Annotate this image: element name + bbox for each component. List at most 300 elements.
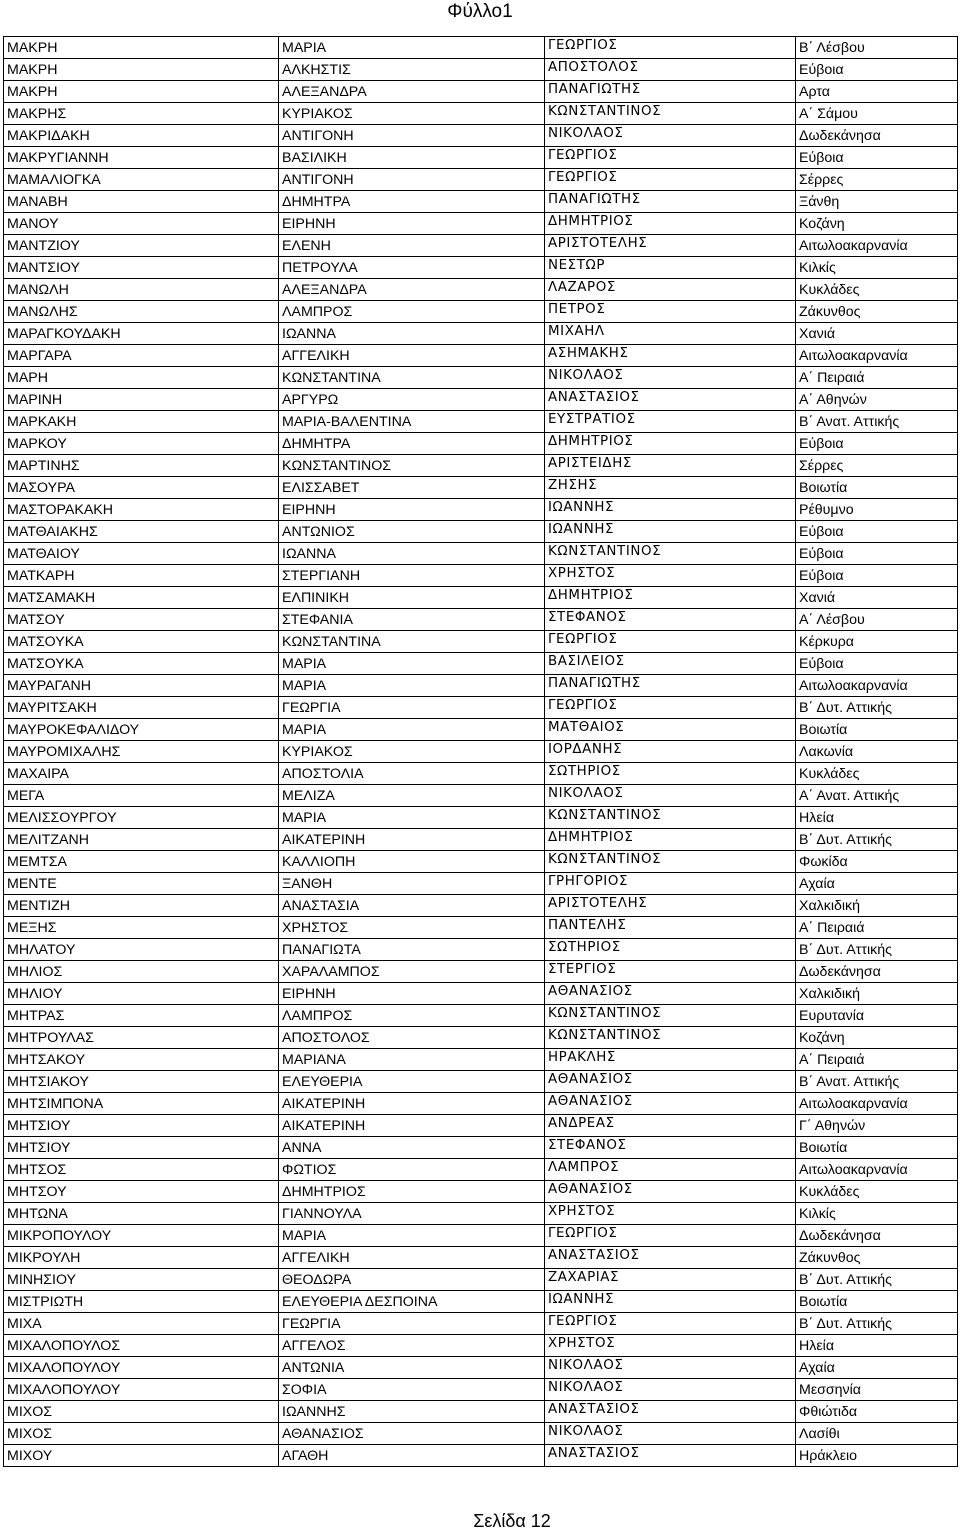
table-row [4, 1071, 958, 1093]
father-name-cell: ΝΙΚΟΛΑΟΣ [545, 1357, 796, 1379]
table-row [4, 279, 958, 301]
father-name-cell: ΔΗΜΗΤΡΙΟΣ [545, 433, 796, 455]
table-row [4, 37, 958, 59]
father-name-cell: ΑΠΟΣΤΟΛΟΣ [545, 59, 796, 81]
table-row [4, 1313, 958, 1335]
first-name-cell: ΕΙΡΗΝΗ [279, 499, 545, 521]
first-name-cell: ΧΑΡΑΛΑΜΠΟΣ [279, 961, 545, 983]
first-name-cell: ΜΑΡΙΑ [279, 37, 545, 59]
father-name-cell: ΓΕΩΡΓΙΟΣ [545, 1225, 796, 1247]
region-cell: Β΄ Δυτ. Αττικής [796, 697, 958, 719]
surname-cell: ΜΕΛΙΣΣΟΥΡΓΟΥ [4, 807, 279, 829]
region-cell: Α΄ Αθηνών [796, 389, 958, 411]
surname-cell: ΜΑΡΗ [4, 367, 279, 389]
region-cell: Χαλκιδική [796, 983, 958, 1005]
surname-cell: ΜΑΝΟΥ [4, 213, 279, 235]
region-cell: Σέρρες [796, 169, 958, 191]
first-name-cell: ΧΡΗΣΤΟΣ [279, 917, 545, 939]
region-cell: Αιτωλοακαρνανία [796, 675, 958, 697]
surname-cell: ΜΗΤΡΟΥΛΑΣ [4, 1027, 279, 1049]
first-name-cell: ΑΓΓΕΛΙΚΗ [279, 1247, 545, 1269]
father-name-cell: ΓΕΩΡΓΙΟΣ [545, 631, 796, 653]
first-name-cell: ΑΠΟΣΤΟΛΟΣ [279, 1027, 545, 1049]
first-name-cell: ΠΕΤΡΟΥΛΑ [279, 257, 545, 279]
father-name-cell: ΑΝΑΣΤΑΣΙΟΣ [545, 1247, 796, 1269]
father-name-cell: ΚΩΝΣΤΑΝΤΙΝΟΣ [545, 543, 796, 565]
first-name-cell: ΚΩΝΣΤΑΝΤΙΝΑ [279, 367, 545, 389]
table-row [4, 961, 958, 983]
first-name-cell: ΜΑΡΙΑ [279, 653, 545, 675]
region-cell: Αιτωλοακαρνανία [796, 1093, 958, 1115]
table-row [4, 389, 958, 411]
table-row [4, 851, 958, 873]
table-row [4, 147, 958, 169]
names-table [3, 36, 958, 1467]
table-row [4, 1115, 958, 1137]
surname-cell: ΜΕΞΗΣ [4, 917, 279, 939]
table-row [4, 675, 958, 697]
table-row [4, 1269, 958, 1291]
first-name-cell: ΑΡΓΥΡΩ [279, 389, 545, 411]
table-row [4, 367, 958, 389]
surname-cell: ΜΑΚΡΗ [4, 37, 279, 59]
first-name-cell: ΕΙΡΗΝΗ [279, 983, 545, 1005]
surname-cell: ΜΑΤΣΟΥΚΑ [4, 631, 279, 653]
table-row [4, 873, 958, 895]
region-cell: Α΄ Πειραιά [796, 367, 958, 389]
region-cell: Εύβοια [796, 59, 958, 81]
table-row [4, 1357, 958, 1379]
region-cell: Αχαία [796, 873, 958, 895]
table-row [4, 653, 958, 675]
region-cell: Δωδεκάνησα [796, 125, 958, 147]
father-name-cell: ΙΩΑΝΝΗΣ [545, 499, 796, 521]
surname-cell: ΜΑΝΩΛΗΣ [4, 301, 279, 323]
father-name-cell: ΓΕΩΡΓΙΟΣ [545, 169, 796, 191]
region-cell: Μεσσηνία [796, 1379, 958, 1401]
first-name-cell: ΕΙΡΗΝΗ [279, 213, 545, 235]
surname-cell: ΜΕΝΤΕ [4, 873, 279, 895]
father-name-cell: ΑΘΑΝΑΣΙΟΣ [545, 1093, 796, 1115]
surname-cell: ΜΑΤΘΑΙΟΥ [4, 543, 279, 565]
region-cell: Κιλκίς [796, 257, 958, 279]
table-row [4, 1379, 958, 1401]
first-name-cell: ΞΑΝΘΗ [279, 873, 545, 895]
father-name-cell: ΑΝΑΣΤΑΣΙΟΣ [545, 1401, 796, 1423]
surname-cell: ΜΗΤΣΙΟΥ [4, 1115, 279, 1137]
father-name-cell: ΑΡΙΣΤΟΤΕΛΗΣ [545, 235, 796, 257]
father-name-cell: ΑΝΑΣΤΑΣΙΟΣ [545, 1445, 796, 1467]
region-cell: Ηλεία [796, 807, 958, 829]
names-table-body [4, 37, 958, 1467]
table-row [4, 433, 958, 455]
father-name-cell: ΓΡΗΓΟΡΙΟΣ [545, 873, 796, 895]
father-name-cell: ΝΙΚΟΛΑΟΣ [545, 125, 796, 147]
table-row [4, 829, 958, 851]
surname-cell: ΜΕΝΤΙΖΗ [4, 895, 279, 917]
father-name-cell: ΑΘΑΝΑΣΙΟΣ [545, 1181, 796, 1203]
table-row [4, 741, 958, 763]
first-name-cell: ΑΝΝΑ [279, 1137, 545, 1159]
region-cell: Ηλεία [796, 1335, 958, 1357]
father-name-cell: ΣΤΕΦΑΝΟΣ [545, 1137, 796, 1159]
table-row [4, 983, 958, 1005]
first-name-cell: ΑΛΕΞΑΝΔΡΑ [279, 81, 545, 103]
father-name-cell: ΑΣΗΜΑΚΗΣ [545, 345, 796, 367]
table-row [4, 477, 958, 499]
first-name-cell: ΔΗΜΗΤΡΙΟΣ [279, 1181, 545, 1203]
father-name-cell: ΜΑΤΘΑΙΟΣ [545, 719, 796, 741]
first-name-cell: ΚΩΝΣΤΑΝΤΙΝΟΣ [279, 455, 545, 477]
region-cell: Βοιωτία [796, 477, 958, 499]
surname-cell: ΜΕΜΤΣΑ [4, 851, 279, 873]
region-cell: Α΄ Λέσβου [796, 609, 958, 631]
table-row [4, 169, 958, 191]
table-row [4, 1401, 958, 1423]
surname-cell: ΜΑΝΤΣΙΟΥ [4, 257, 279, 279]
father-name-cell: ΑΘΑΝΑΣΙΟΣ [545, 1071, 796, 1093]
region-cell: Β΄ Ανατ. Αττικής [796, 411, 958, 433]
region-cell: Ζάκυνθος [796, 301, 958, 323]
father-name-cell: ΓΕΩΡΓΙΟΣ [545, 697, 796, 719]
table-row [4, 1291, 958, 1313]
first-name-cell: ΑΝΤΙΓΟΝΗ [279, 125, 545, 147]
region-cell: Λασίθι [796, 1423, 958, 1445]
sheet-title: Φύλλο1 [447, 1, 513, 22]
region-cell: Εύβοια [796, 565, 958, 587]
father-name-cell: ΠΕΤΡΟΣ [545, 301, 796, 323]
first-name-cell: ΙΩΑΝΝΑ [279, 323, 545, 345]
table-row [4, 917, 958, 939]
first-name-cell: ΚΥΡΙΑΚΟΣ [279, 741, 545, 763]
table-row [4, 345, 958, 367]
region-cell: Β΄ Λέσβου [796, 37, 958, 59]
surname-cell: ΜΑΤΣΟΥ [4, 609, 279, 631]
table-row [4, 587, 958, 609]
region-cell: Ξάνθη [796, 191, 958, 213]
first-name-cell: ΑΛΚΗΣΤΙΣ [279, 59, 545, 81]
first-name-cell: ΑΓΑΘΗ [279, 1445, 545, 1467]
first-name-cell: ΛΑΜΠΡΟΣ [279, 301, 545, 323]
table-row [4, 1049, 958, 1071]
surname-cell: ΜΙΧΑΛΟΠΟΥΛΟΣ [4, 1335, 279, 1357]
surname-cell: ΜΑΣΟΥΡΑ [4, 477, 279, 499]
first-name-cell: ΑΠΟΣΤΟΛΙΑ [279, 763, 545, 785]
region-cell: Δωδεκάνησα [796, 1225, 958, 1247]
surname-cell: ΜΗΤΣΙΜΠΟΝΑ [4, 1093, 279, 1115]
first-name-cell: ΘΕΟΔΩΡΑ [279, 1269, 545, 1291]
surname-cell: ΜΑΡΤΙΝΗΣ [4, 455, 279, 477]
region-cell: Εύβοια [796, 521, 958, 543]
surname-cell: ΜΑΝΑΒΗ [4, 191, 279, 213]
surname-cell: ΜΗΛΙΟΥ [4, 983, 279, 1005]
father-name-cell: ΙΩΑΝΝΗΣ [545, 1291, 796, 1313]
table-row [4, 59, 958, 81]
father-name-cell: ΧΡΗΣΤΟΣ [545, 1335, 796, 1357]
first-name-cell: ΛΑΜΠΡΟΣ [279, 1005, 545, 1027]
region-cell: Α΄ Σάμου [796, 103, 958, 125]
first-name-cell: ΚΑΛΛΙΟΠΗ [279, 851, 545, 873]
table-row [4, 1423, 958, 1445]
table-row [4, 895, 958, 917]
table-row [4, 1005, 958, 1027]
father-name-cell: ΗΡΑΚΛΗΣ [545, 1049, 796, 1071]
father-name-cell: ΓΕΩΡΓΙΟΣ [545, 37, 796, 59]
first-name-cell: ΙΩΑΝΝΑ [279, 543, 545, 565]
region-cell: Χανιά [796, 587, 958, 609]
table-row [4, 323, 958, 345]
first-name-cell: ΓΕΩΡΓΙΑ [279, 697, 545, 719]
table-row [4, 763, 958, 785]
surname-cell: ΜΑΚΡΙΔΑΚΗ [4, 125, 279, 147]
region-cell: Β΄ Ανατ. Αττικής [796, 1071, 958, 1093]
region-cell: Κυκλάδες [796, 763, 958, 785]
table-row [4, 1247, 958, 1269]
first-name-cell: ΑΝΤΩΝΙΑ [279, 1357, 545, 1379]
first-name-cell: ΜΑΡΙΑΝΑ [279, 1049, 545, 1071]
first-name-cell: ΣΟΦΙΑ [279, 1379, 545, 1401]
surname-cell: ΜΗΛΙΟΣ [4, 961, 279, 983]
surname-cell: ΜΑΥΡΟΚΕΦΑΛΙΔΟΥ [4, 719, 279, 741]
surname-cell: ΜΗΤΣΟΣ [4, 1159, 279, 1181]
table-row [4, 1093, 958, 1115]
surname-cell: ΜΙΧΑΛΟΠΟΥΛΟΥ [4, 1379, 279, 1401]
surname-cell: ΜΑΥΡΑΓΑΝΗ [4, 675, 279, 697]
first-name-cell: ΑΘΑΝΑΣΙΟΣ [279, 1423, 545, 1445]
father-name-cell: ΚΩΝΣΤΑΝΤΙΝΟΣ [545, 103, 796, 125]
father-name-cell: ΔΗΜΗΤΡΙΟΣ [545, 829, 796, 851]
surname-cell: ΜΑΤΘΑΙΑΚΗΣ [4, 521, 279, 543]
region-cell: Εύβοια [796, 433, 958, 455]
surname-cell: ΜΑΣΤΟΡΑΚΑΚΗ [4, 499, 279, 521]
first-name-cell: ΚΩΝΣΤΑΝΤΙΝΑ [279, 631, 545, 653]
first-name-cell: ΑΓΓΕΛΙΚΗ [279, 345, 545, 367]
region-cell: Σέρρες [796, 455, 958, 477]
father-name-cell: ΖΑΧΑΡΙΑΣ [545, 1269, 796, 1291]
surname-cell: ΜΗΤΣΟΥ [4, 1181, 279, 1203]
father-name-cell: ΕΥΣΤΡΑΤΙΟΣ [545, 411, 796, 433]
region-cell: Βοιωτία [796, 1291, 958, 1313]
surname-cell: ΜΑΤΣΟΥΚΑ [4, 653, 279, 675]
surname-cell: ΜΑΥΡΟΜΙΧΑΛΗΣ [4, 741, 279, 763]
first-name-cell: ΜΑΡΙΑ [279, 675, 545, 697]
region-cell: Αχαία [796, 1357, 958, 1379]
father-name-cell: ΓΕΩΡΓΙΟΣ [545, 1313, 796, 1335]
father-name-cell: ΣΩΤΗΡΙΟΣ [545, 939, 796, 961]
surname-cell: ΜΑΤΚΑΡΗ [4, 565, 279, 587]
surname-cell: ΜΙΝΗΣΙΟΥ [4, 1269, 279, 1291]
surname-cell: ΜΑΜΑΛΙΟΓΚΑ [4, 169, 279, 191]
first-name-cell: ΜΑΡΙΑ [279, 1225, 545, 1247]
first-name-cell: ΜΑΡΙΑ [279, 719, 545, 741]
region-cell: Εύβοια [796, 543, 958, 565]
first-name-cell: ΒΑΣΙΛΙΚΗ [279, 147, 545, 169]
table-row [4, 81, 958, 103]
region-cell: Εύβοια [796, 653, 958, 675]
father-name-cell: ΠΑΝΑΓΙΩΤΗΣ [545, 81, 796, 103]
surname-cell: ΜΑΝΩΛΗ [4, 279, 279, 301]
first-name-cell: ΕΛΙΣΣΑΒΕΤ [279, 477, 545, 499]
table-row [4, 499, 958, 521]
surname-cell: ΜΗΤΡΑΣ [4, 1005, 279, 1027]
father-name-cell: ΣΩΤΗΡΙΟΣ [545, 763, 796, 785]
surname-cell: ΜΑΚΡΗ [4, 59, 279, 81]
father-name-cell: ΔΗΜΗΤΡΙΟΣ [545, 587, 796, 609]
first-name-cell: ΓΕΩΡΓΙΑ [279, 1313, 545, 1335]
first-name-cell: ΔΗΜΗΤΡΑ [279, 433, 545, 455]
first-name-cell: ΓΙΑΝΝΟΥΛΑ [279, 1203, 545, 1225]
region-cell: Κοζάνη [796, 1027, 958, 1049]
father-name-cell: ΝΙΚΟΛΑΟΣ [545, 1379, 796, 1401]
surname-cell: ΜΑΡΑΓΚΟΥΔΑΚΗ [4, 323, 279, 345]
table-row [4, 1335, 958, 1357]
region-cell: Κυκλάδες [796, 279, 958, 301]
region-cell: Α΄ Πειραιά [796, 917, 958, 939]
surname-cell: ΜΙΧΑ [4, 1313, 279, 1335]
surname-cell: ΜΑΡΓΑΡΑ [4, 345, 279, 367]
father-name-cell: ΚΩΝΣΤΑΝΤΙΝΟΣ [545, 851, 796, 873]
region-cell: Β΄ Δυτ. Αττικής [796, 829, 958, 851]
first-name-cell: ΣΤΕΦΑΝΙΑ [279, 609, 545, 631]
father-name-cell: ΣΤΕΦΑΝΟΣ [545, 609, 796, 631]
surname-cell: ΜΑΡΙΝΗ [4, 389, 279, 411]
first-name-cell: ΕΛΠΙΝΙΚΗ [279, 587, 545, 609]
father-name-cell: ΚΩΝΣΤΑΝΤΙΝΟΣ [545, 807, 796, 829]
first-name-cell: ΑΓΓΕΛΟΣ [279, 1335, 545, 1357]
father-name-cell: ΛΑΖΑΡΟΣ [545, 279, 796, 301]
region-cell: Αρτα [796, 81, 958, 103]
father-name-cell: ΠΑΝΑΓΙΩΤΗΣ [545, 675, 796, 697]
surname-cell: ΜΙΧΑΛΟΠΟΥΛΟΥ [4, 1357, 279, 1379]
table-row [4, 609, 958, 631]
region-cell: Β΄ Δυτ. Αττικής [796, 1269, 958, 1291]
first-name-cell: ΜΑΡΙΑ [279, 807, 545, 829]
page-number: Σελίδα 12 [473, 1511, 551, 1531]
father-name-cell: ΝΙΚΟΛΑΟΣ [545, 367, 796, 389]
first-name-cell: ΑΙΚΑΤΕΡΙΝΗ [279, 1093, 545, 1115]
surname-cell: ΜΑΥΡΙΤΣΑΚΗ [4, 697, 279, 719]
region-cell: Αιτωλοακαρνανία [796, 1159, 958, 1181]
surname-cell: ΜΙΧΟΥ [4, 1445, 279, 1467]
region-cell: Φθιώτιδα [796, 1401, 958, 1423]
father-name-cell: ΓΕΩΡΓΙΟΣ [545, 147, 796, 169]
first-name-cell: ΑΝΤΩΝΙΟΣ [279, 521, 545, 543]
surname-cell: ΜΙΧΟΣ [4, 1401, 279, 1423]
father-name-cell: ΚΩΝΣΤΑΝΤΙΝΟΣ [545, 1005, 796, 1027]
first-name-cell: ΣΤΕΡΓΙΑΝΗ [279, 565, 545, 587]
table-row [4, 301, 958, 323]
father-name-cell: ΙΟΡΔΑΝΗΣ [545, 741, 796, 763]
table-row [4, 455, 958, 477]
first-name-cell: ΑΛΕΞΑΝΔΡΑ [279, 279, 545, 301]
father-name-cell: ΑΡΙΣΤΟΤΕΛΗΣ [545, 895, 796, 917]
region-cell: Κοζάνη [796, 213, 958, 235]
region-cell: Ρέθυμνο [796, 499, 958, 521]
first-name-cell: ΕΛΕΥΘΕΡΙΑ [279, 1071, 545, 1093]
region-cell: Χανιά [796, 323, 958, 345]
father-name-cell: ΜΙΧΑΗΛ [545, 323, 796, 345]
region-cell: Α΄ Πειραιά [796, 1049, 958, 1071]
table-row [4, 785, 958, 807]
father-name-cell: ΠΑΝΤΕΛΗΣ [545, 917, 796, 939]
father-name-cell: ΑΘΑΝΑΣΙΟΣ [545, 983, 796, 1005]
region-cell: Φωκίδα [796, 851, 958, 873]
table-row [4, 257, 958, 279]
table-row [4, 631, 958, 653]
table-row [4, 1225, 958, 1247]
father-name-cell: ΣΤΕΡΓΙΟΣ [545, 961, 796, 983]
surname-cell: ΜΙΧΟΣ [4, 1423, 279, 1445]
table-row [4, 1027, 958, 1049]
table-row [4, 1181, 958, 1203]
region-cell: Δωδεκάνησα [796, 961, 958, 983]
surname-cell: ΜΗΤΩΝΑ [4, 1203, 279, 1225]
first-name-cell: ΜΑΡΙΑ-ΒΑΛΕΝΤΙΝΑ [279, 411, 545, 433]
region-cell: Αιτωλοακαρνανία [796, 345, 958, 367]
region-cell: Κιλκίς [796, 1203, 958, 1225]
table-row [4, 719, 958, 741]
first-name-cell: ΑΝΑΣΤΑΣΙΑ [279, 895, 545, 917]
region-cell: Κέρκυρα [796, 631, 958, 653]
surname-cell: ΜΑΚΡΥΓΙΑΝΝΗ [4, 147, 279, 169]
first-name-cell: ΚΥΡΙΑΚΟΣ [279, 103, 545, 125]
table-row [4, 1203, 958, 1225]
surname-cell: ΜΕΓΑ [4, 785, 279, 807]
region-cell: Ευρυτανία [796, 1005, 958, 1027]
first-name-cell: ΔΗΜΗΤΡΑ [279, 191, 545, 213]
region-cell: Κυκλάδες [796, 1181, 958, 1203]
table-row [4, 213, 958, 235]
region-cell: Χαλκιδική [796, 895, 958, 917]
table-row [4, 807, 958, 829]
region-cell: Ζάκυνθος [796, 1247, 958, 1269]
father-name-cell: ΧΡΗΣΤΟΣ [545, 1203, 796, 1225]
first-name-cell: ΦΩΤΙΟΣ [279, 1159, 545, 1181]
table-row [4, 411, 958, 433]
surname-cell: ΜΕΛΙΤΖΑΝΗ [4, 829, 279, 851]
region-cell: Βοιωτία [796, 719, 958, 741]
father-name-cell: ΒΑΣΙΛΕΙΟΣ [545, 653, 796, 675]
region-cell: Λακωνία [796, 741, 958, 763]
surname-cell: ΜΑΤΣΑΜΑΚΗ [4, 587, 279, 609]
table-row [4, 543, 958, 565]
region-cell: Γ΄ Αθηνών [796, 1115, 958, 1137]
surname-cell: ΜΑΚΡΗΣ [4, 103, 279, 125]
region-cell: Εύβοια [796, 147, 958, 169]
region-cell: Α΄ Ανατ. Αττικής [796, 785, 958, 807]
table-row [4, 125, 958, 147]
father-name-cell: ΝΕΣΤΩΡ [545, 257, 796, 279]
region-cell: Βοιωτία [796, 1137, 958, 1159]
table-row [4, 697, 958, 719]
father-name-cell: ΔΗΜΗΤΡΙΟΣ [545, 213, 796, 235]
table-row [4, 939, 958, 961]
father-name-cell: ΖΗΣΗΣ [545, 477, 796, 499]
father-name-cell: ΧΡΗΣΤΟΣ [545, 565, 796, 587]
table-row [4, 191, 958, 213]
father-name-cell: ΠΑΝΑΓΙΩΤΗΣ [545, 191, 796, 213]
surname-cell: ΜΑΝΤΖΙΟΥ [4, 235, 279, 257]
first-name-cell: ΑΙΚΑΤΕΡΙΝΗ [279, 1115, 545, 1137]
surname-cell: ΜΙΚΡΟΥΛΗ [4, 1247, 279, 1269]
table-row [4, 521, 958, 543]
surname-cell: ΜΑΚΡΗ [4, 81, 279, 103]
father-name-cell: ΚΩΝΣΤΑΝΤΙΝΟΣ [545, 1027, 796, 1049]
surname-cell: ΜΗΤΣΙΟΥ [4, 1137, 279, 1159]
region-cell: Β΄ Δυτ. Αττικής [796, 1313, 958, 1335]
region-cell: Ηράκλειο [796, 1445, 958, 1467]
surname-cell: ΜΗΤΣΑΚΟΥ [4, 1049, 279, 1071]
